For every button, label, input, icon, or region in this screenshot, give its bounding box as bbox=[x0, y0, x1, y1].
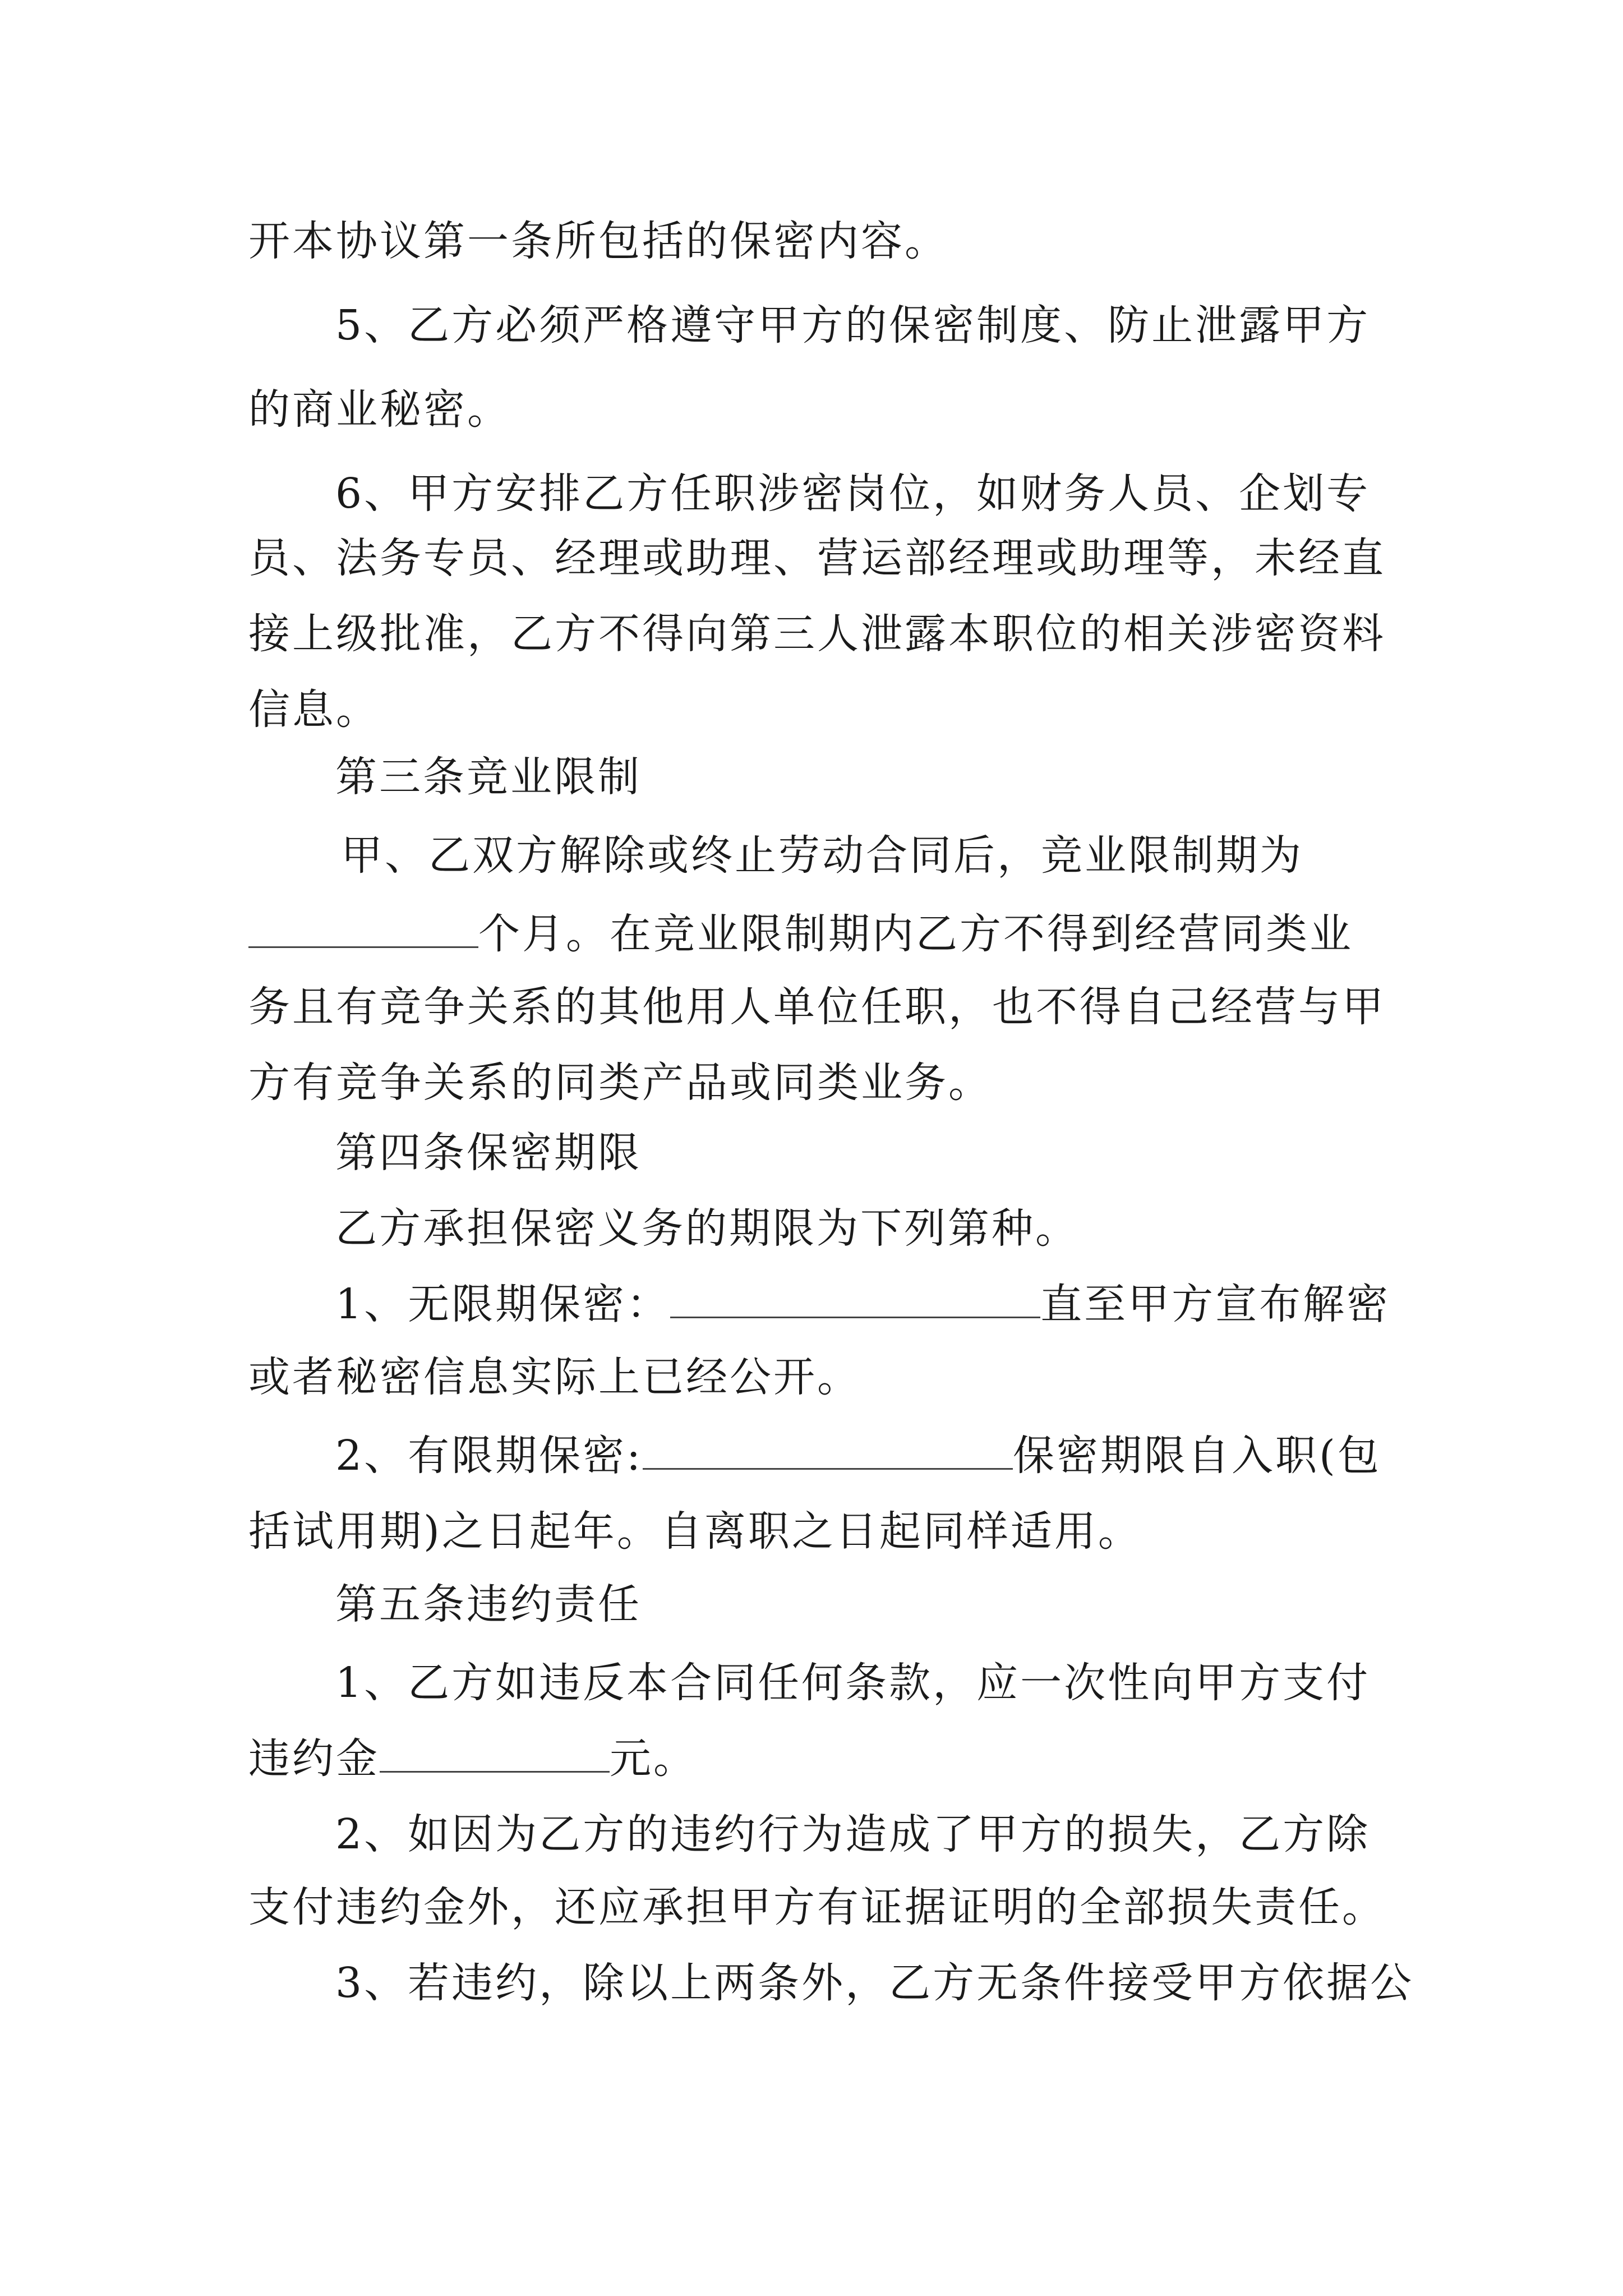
text-segment: 直至甲方宣布解密 bbox=[1040, 1280, 1391, 1328]
text-line: 2、如因为乙方的违约行为造成了甲方的损失，乙方除 bbox=[335, 1810, 1371, 1858]
text-line: 信息。 bbox=[248, 685, 380, 734]
section-heading: 第四条保密期限 bbox=[335, 1129, 642, 1177]
text-line: 方有竞争关系的同类产品或同类业务。 bbox=[248, 1059, 992, 1107]
fill-blank[interactable] bbox=[670, 1282, 1040, 1318]
section-heading: 第三条竞业限制 bbox=[335, 753, 642, 801]
text-line: 支付违约金外，还应承担甲方有证据证明的全部损失责任。 bbox=[248, 1883, 1386, 1931]
text-segment: 元。 bbox=[610, 1734, 697, 1783]
text-line-with-blank bbox=[248, 906, 1398, 962]
section-heading: 第五条违约责任 bbox=[335, 1580, 642, 1628]
text-line: 乙方承担保密义务的期限为下列第种。 bbox=[335, 1204, 1079, 1253]
text-line: 开本协议第一条所包括的保密内容。 bbox=[248, 217, 948, 265]
fill-blank[interactable] bbox=[643, 1433, 1013, 1470]
text-line: 或者秘密信息实际上已经公开。 bbox=[248, 1353, 861, 1401]
text-segment: 2、有限期保密: bbox=[335, 1432, 643, 1480]
text-line: 5、乙方必须严格遵守甲方的保密制度、防止泄露甲方 bbox=[335, 301, 1371, 349]
text-line: 的商业秘密。 bbox=[248, 385, 511, 434]
fill-blank[interactable] bbox=[380, 1736, 610, 1773]
text-segment: 1、无限期保密： bbox=[335, 1280, 671, 1328]
text-line: 接上级批准，乙方不得向第三人泄露本职位的相关涉密资料 bbox=[248, 610, 1386, 658]
fill-blank[interactable] bbox=[248, 912, 478, 948]
text-line-with-blank bbox=[248, 1731, 1398, 1787]
text-segment: 违约金 bbox=[248, 1734, 380, 1783]
text-segment: 保密期限自入职(包 bbox=[1013, 1432, 1381, 1480]
text-line: 3、若违约，除以上两条外，乙方无条件接受甲方依据公 bbox=[335, 1959, 1414, 2007]
text-line: 括试用期)之日起年。自离职之日起同样适用。 bbox=[248, 1507, 1142, 1556]
text-line-with-blank bbox=[335, 1428, 1485, 1484]
text-line: 甲、乙双方解除或终止劳动合同后，竞业限制期为 bbox=[341, 831, 1303, 880]
text-line-with-blank bbox=[335, 1276, 1485, 1332]
text-segment: 个月。在竞业限制期内乙方不得到经营同类业 bbox=[478, 910, 1353, 958]
text-line: 1、乙方如违反本合同任何条款，应一次性向甲方支付 bbox=[335, 1659, 1371, 1707]
text-line: 员、法务专员、经理或助理、营运部经理或助理等，未经直 bbox=[248, 534, 1386, 582]
text-line: 务且有竞争关系的其他用人单位任职，也不得自己经营与甲 bbox=[248, 983, 1386, 1031]
text-line: 6、甲方安排乙方任职涉密岗位，如财务人员、企划专 bbox=[335, 470, 1371, 518]
